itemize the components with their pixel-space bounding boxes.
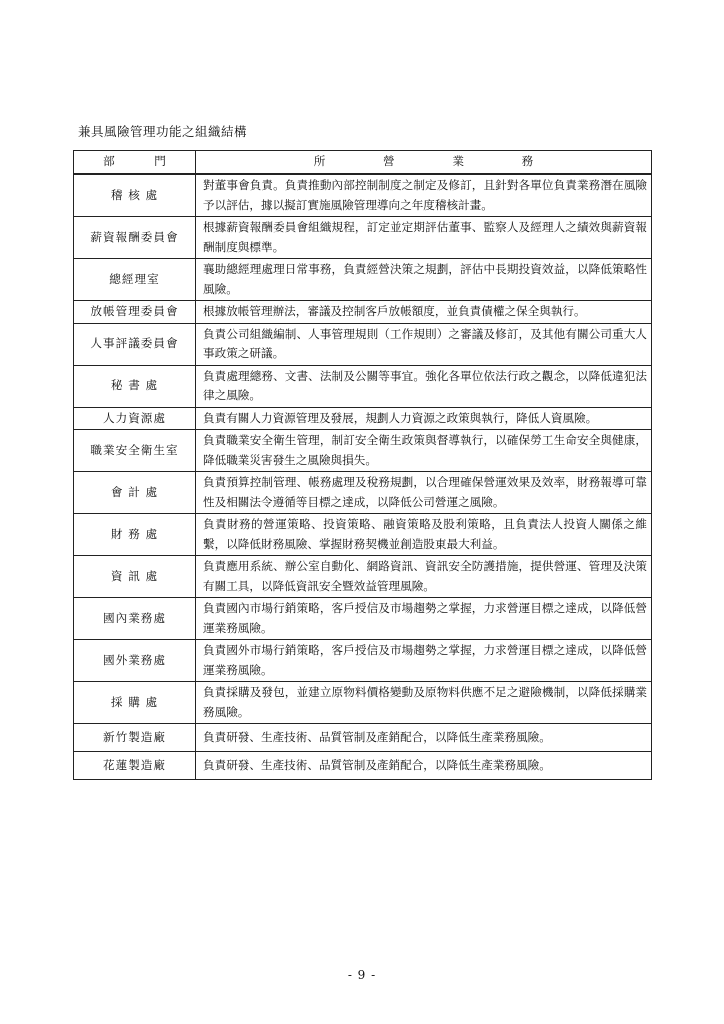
table-row xyxy=(74,323,652,365)
table-row xyxy=(74,365,652,407)
table-row xyxy=(74,259,652,301)
duty-cell: 根據放帳管理辦法，審議及控制客戶放帳額度，並負責債權之保全與執行。 xyxy=(196,301,652,324)
table-row xyxy=(74,598,652,640)
table-row xyxy=(74,514,652,556)
duty-cell: 負責職業安全衛生管理，制訂安全衛生政策與督導執行，以確保勞工生命安全與健康，降低職業災害發生之風險與損失。 xyxy=(196,430,652,472)
header-business: 所 營 業 務 xyxy=(196,151,652,175)
duty-cell: 負責預算控制管理、帳務處理及稅務規劃，以合理確保營運效果及效率，財務報導可靠性及相關法令遵循等目標之達成，以降低公司營運之風險。 xyxy=(196,472,652,514)
duty-cell: 根據薪資報酬委員會組織規程，訂定並定期評估董事、監察人及經理人之績效與薪資報酬制度與標準。 xyxy=(196,217,652,259)
department-cell: 薪資報酬委員會 xyxy=(74,217,196,259)
department-cell: 國外業務處 xyxy=(74,640,196,682)
department-cell: 花蓮製造廠 xyxy=(74,752,196,780)
table-row xyxy=(74,407,652,430)
table-header-row xyxy=(74,151,652,175)
department-cell: 採 購 處 xyxy=(74,682,196,724)
header-department: 部 門 xyxy=(74,151,196,175)
table-row xyxy=(74,556,652,598)
department-cell: 新竹製造廠 xyxy=(74,724,196,752)
table-row xyxy=(74,301,652,324)
table-row xyxy=(74,724,652,752)
department-cell: 放帳管理委員會 xyxy=(74,301,196,324)
duty-cell: 負責採購及發包，並建立原物料價格變動及原物料供應不足之避險機制，以降低採購業務風險。 xyxy=(196,682,652,724)
duty-cell: 負責研發、生產技術、品質管制及產銷配合，以降低生產業務風險。 xyxy=(196,752,652,780)
duty-cell: 對董事會負責。負責推動內部控制制度之制定及修訂，且針對各單位負責業務潛在風險予以評估，據以擬訂實施風險管理導向之年度稽核計畫。 xyxy=(196,174,652,217)
duty-cell: 襄助總經理處理日常事務，負責經營決策之規劃，評估中長期投資效益，以降低策略性風險。 xyxy=(196,259,652,301)
duty-cell: 負責研發、生產技術、品質管制及產銷配合，以降低生產業務風險。 xyxy=(196,724,652,752)
function-table xyxy=(73,150,652,780)
table-row xyxy=(74,640,652,682)
table-row xyxy=(74,430,652,472)
department-cell: 國內業務處 xyxy=(74,598,196,640)
department-cell: 稽 核 處 xyxy=(74,174,196,217)
duty-cell: 負責國外市場行銷策略，客戶授信及市場趨勢之掌握，力求營運目標之達成，以降低營運業務風險。 xyxy=(196,640,652,682)
table-row xyxy=(74,472,652,514)
table-row xyxy=(74,174,652,217)
department-cell: 人事評議委員會 xyxy=(74,323,196,365)
table-row xyxy=(74,752,652,780)
duty-cell: 負責財務的營運策略、投資策略、融資策略及股利策略，且負責法人投資人關係之維繫，以降低財務風險、掌握財務契機並創造股東最大利益。 xyxy=(196,514,652,556)
page-number: - 9 - xyxy=(347,968,377,982)
duty-cell: 負責應用系統、辦公室自動化、網路資訊、資訊安全防護措施，提供營運、管理及決策有關工具，以降低資訊安全暨效益管理風險。 xyxy=(196,556,652,598)
department-cell: 財 務 處 xyxy=(74,514,196,556)
duty-cell: 負責處理總務、文書、法制及公關等事宜。強化各單位依法行政之觀念，以降低違犯法律之風險。 xyxy=(196,365,652,407)
table-row xyxy=(74,682,652,724)
department-cell: 總經理室 xyxy=(74,259,196,301)
document-title: 兼具風險管理功能之組織結構 xyxy=(78,124,248,139)
department-cell: 秘 書 處 xyxy=(74,365,196,407)
duty-cell: 負責公司組織編制、人事管理規則（工作規則）之審議及修訂，及其他有關公司重大人事政策之研議。 xyxy=(196,323,652,365)
department-cell: 職業安全衛生室 xyxy=(74,430,196,472)
duty-cell: 負責國內市場行銷策略，客戶授信及市場趨勢之掌握，力求營運目標之達成，以降低營運業務風險。 xyxy=(196,598,652,640)
department-cell: 人力資源處 xyxy=(74,407,196,430)
department-cell: 資 訊 處 xyxy=(74,556,196,598)
duty-cell: 負責有關人力資源管理及發展，規劃人力資源之政策與執行，降低人資風險。 xyxy=(196,407,652,430)
table-row xyxy=(74,217,652,259)
department-cell: 會 計 處 xyxy=(74,472,196,514)
